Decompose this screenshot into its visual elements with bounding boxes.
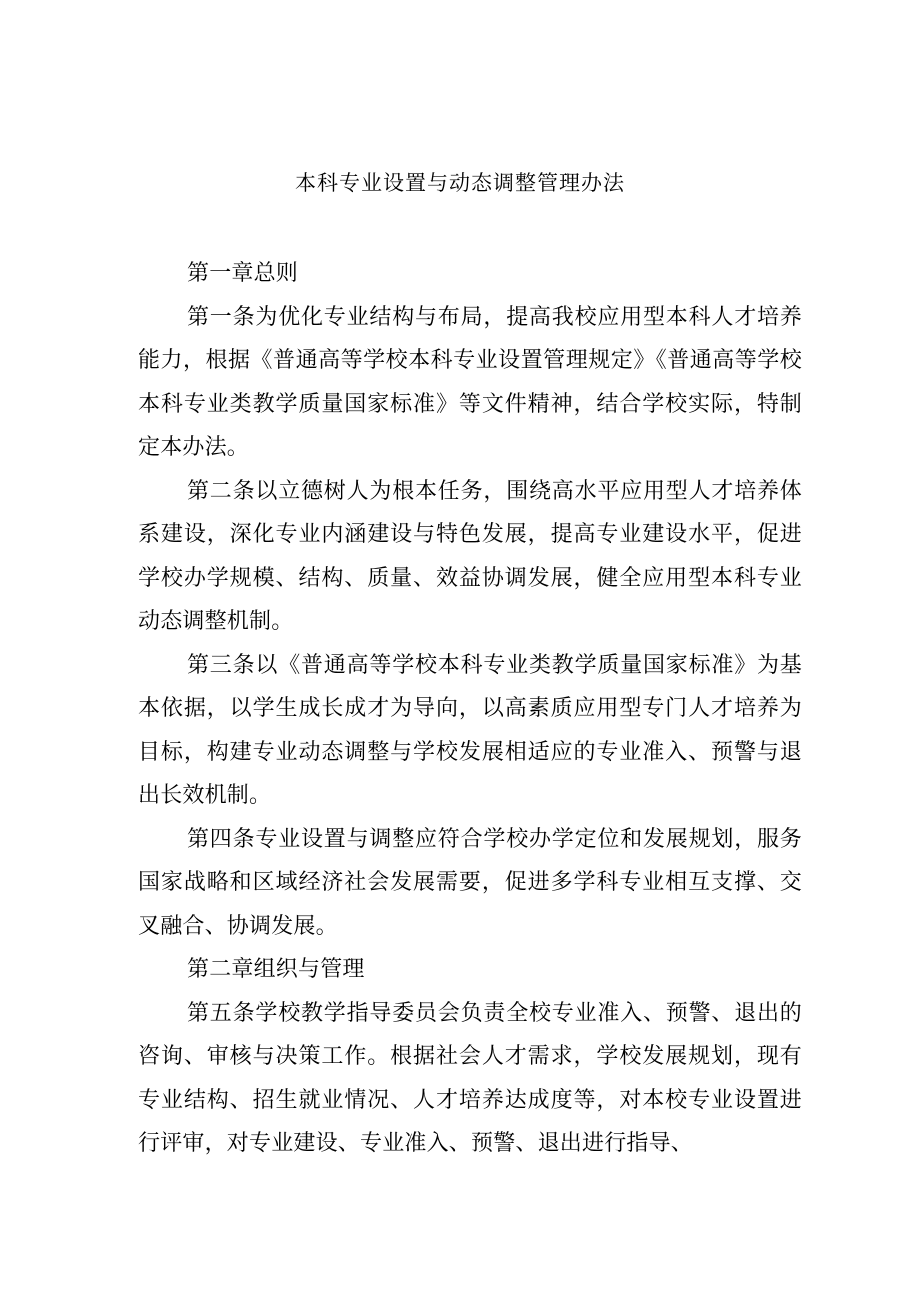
document-title: 本科专业设置与动态调整管理办法 [295, 171, 625, 195]
article-5: 第五条学校教学指导委员会负责全校专业准入、预警、退出的咨询、审核与决策工作。根据社会人才需求，学校发展规划，现有专业结构、招生就业情况、人才培养达成度等，对本校专业设置进行评审，对专业建设、专业准入、预警、退出进行指导、 [138, 1000, 802, 1156]
article-2: 第二条以立德树人为根本任务，围绕高水平应用型人才培养体系建设，深化专业内涵建设与特色发展，提高专业建设水平，促进学校办学规模、结构、质量、效益协调发展，健全应用型本科专业动态调整机制。 [138, 478, 802, 634]
article-3: 第三条以《普通高等学校本科专业类教学质量国家标准》为基本依据，以学生成长成才为导向，以高素质应用型专门人才培养为目标，构建专业动态调整与学校发展相适应的专业准入、预警与退出长效机制。 [138, 652, 802, 808]
article-1: 第一条为优化专业结构与布局，提高我校应用型本科人才培养能力，根据《普通高等学校本科专业设置管理规定》《普通高等学校本科专业类教学质量国家标准》等文件精神，结合学校实际，特制定本办法。 [138, 304, 802, 460]
article-4: 第四条专业设置与调整应符合学校办学定位和发展规划，服务国家战略和区域经济社会发展需要，促进多学科专业相互支撑、交叉融合、协调发展。 [138, 826, 802, 939]
document-body [138, 252, 802, 1166]
chapter-heading-organization: 第二章组织与管理 [187, 957, 365, 982]
chapter-heading-general: 第一章总则 [187, 261, 299, 286]
